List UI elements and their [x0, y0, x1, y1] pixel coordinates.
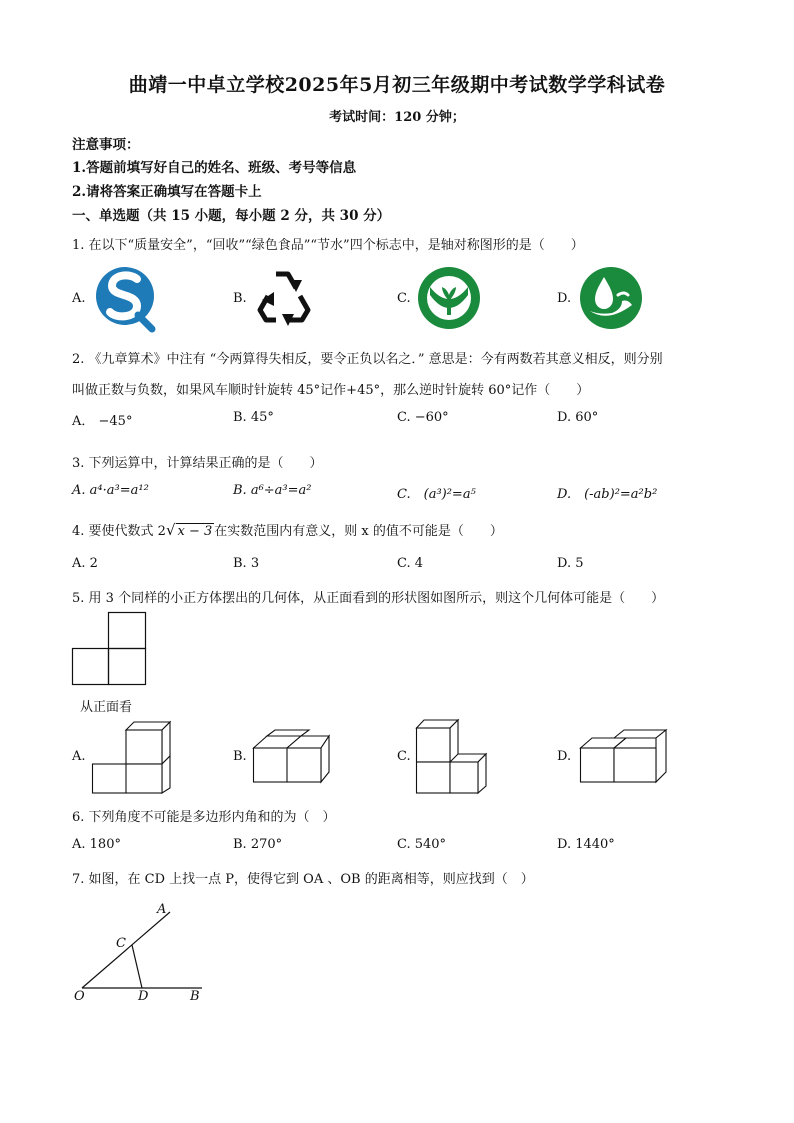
q6-option-c: C. 540° — [397, 837, 447, 852]
question-6-stem: 6. 下列角度不可能是多边形内角和的为（ ） — [72, 810, 336, 825]
label-a: A — [157, 902, 167, 917]
q3-option-d: D. (-ab)²=a²b² — [557, 487, 658, 502]
exam-duration: 考试时间：120 分钟； — [329, 110, 465, 125]
front-view-caption: 从正面看 — [80, 700, 133, 715]
question-5-stem: 5. 用 3 个同样的小正方体摆出的几何体，从正面看到的形状图如图所示，则这个几何体可能是（ ） — [72, 591, 665, 606]
q2-option-a: A． −45° — [72, 414, 133, 429]
water-saving-logo-icon — [578, 265, 644, 331]
label-o: O — [74, 989, 85, 1004]
q4-option-d: D. 5 — [557, 556, 584, 571]
section-heading: 一、单选题（共 15 小题，每小题 2 分，共 30 分） — [72, 208, 391, 224]
q3-option-b: B. a⁶÷a³=a² — [233, 483, 312, 498]
q4-option-c: C. 4 — [397, 556, 424, 571]
question-7-stem: 7. 如图，在 CD 上找一点 P，使得它到 OA 、OB 的距离相等，则应找到（ ） — [72, 872, 534, 887]
q4-option-b: B. 3 — [233, 556, 260, 571]
q1-option-d: D. — [557, 291, 572, 306]
sqrt-icon: √ — [165, 521, 176, 539]
q1-option-a: A. — [72, 291, 86, 306]
q1-option-b: B. — [233, 291, 247, 306]
q5-option-d-figure — [580, 728, 670, 784]
question-2-stem-line1: 2. 《九章算术》中注有 “今两算得失相反，要令正负以名之．” 意思是：今有两数若其意义相反，则分别 — [72, 352, 663, 367]
question-1-stem: 1. 在以下“质量安全”，“回收”“绿色食品”“节水”四个标志中，是轴对称图形的是（ ） — [72, 238, 584, 253]
q5-option-c: C. — [397, 749, 411, 764]
page-title: 曲靖一中卓立学校2025年5月初三年级期中考试数学学科试卷 — [128, 74, 666, 96]
q4-stem-suffix: 在实数范围内有意义，则 x 的值不可能是（ ） — [214, 524, 503, 539]
recycle-logo-icon — [254, 266, 320, 330]
q6-option-b: B. 270° — [233, 837, 283, 852]
question-4-stem — [72, 520, 503, 539]
notes-item-2: 2.请将答案正确填写在答题卡上 — [72, 184, 262, 200]
question-3-stem: 3. 下列运算中，计算结果正确的是（ ） — [72, 456, 323, 471]
q5-option-d: D. — [557, 749, 572, 764]
q5-option-b: B. — [233, 749, 247, 764]
q5-option-a: A. — [72, 749, 86, 764]
label-d: D — [138, 989, 149, 1004]
q3-option-c: C. (a³)²=a⁵ — [397, 487, 476, 502]
q4-radicand: x − 3 — [177, 524, 213, 539]
q2-option-d: D. 60° — [557, 410, 599, 425]
label-b: B — [190, 989, 200, 1004]
label-c: C — [116, 936, 126, 951]
q1-option-c: C. — [397, 291, 411, 306]
quality-safety-logo-icon — [94, 265, 158, 331]
green-food-logo-icon — [416, 265, 482, 331]
question-2-stem-line2: 叫做正数与负数，如果风车顺时针旋转 45°记作+45°，那么逆时针旋转 60°记作（ ） — [72, 383, 590, 398]
q6-option-a: A. 180° — [72, 837, 121, 852]
q5-option-b-figure — [253, 730, 331, 784]
q5-option-c-figure — [416, 718, 488, 794]
q4-stem-prefix: 4. 要使代数式 2 — [72, 524, 166, 539]
notes-heading: 注意事项： — [72, 137, 140, 153]
q5-option-a-figure — [92, 718, 174, 794]
q3-option-a: A. a⁴·a³=a¹² — [72, 483, 149, 498]
notes-item-1: 1.答题前填写好自己的姓名、班级、考号等信息 — [72, 160, 357, 176]
q6-option-d: D. 1440° — [557, 837, 615, 852]
q4-option-a: A. 2 — [72, 556, 98, 571]
front-view-figure — [72, 612, 148, 686]
q2-option-b: B. 45° — [233, 410, 274, 425]
q2-option-c: C. −60° — [397, 410, 449, 425]
